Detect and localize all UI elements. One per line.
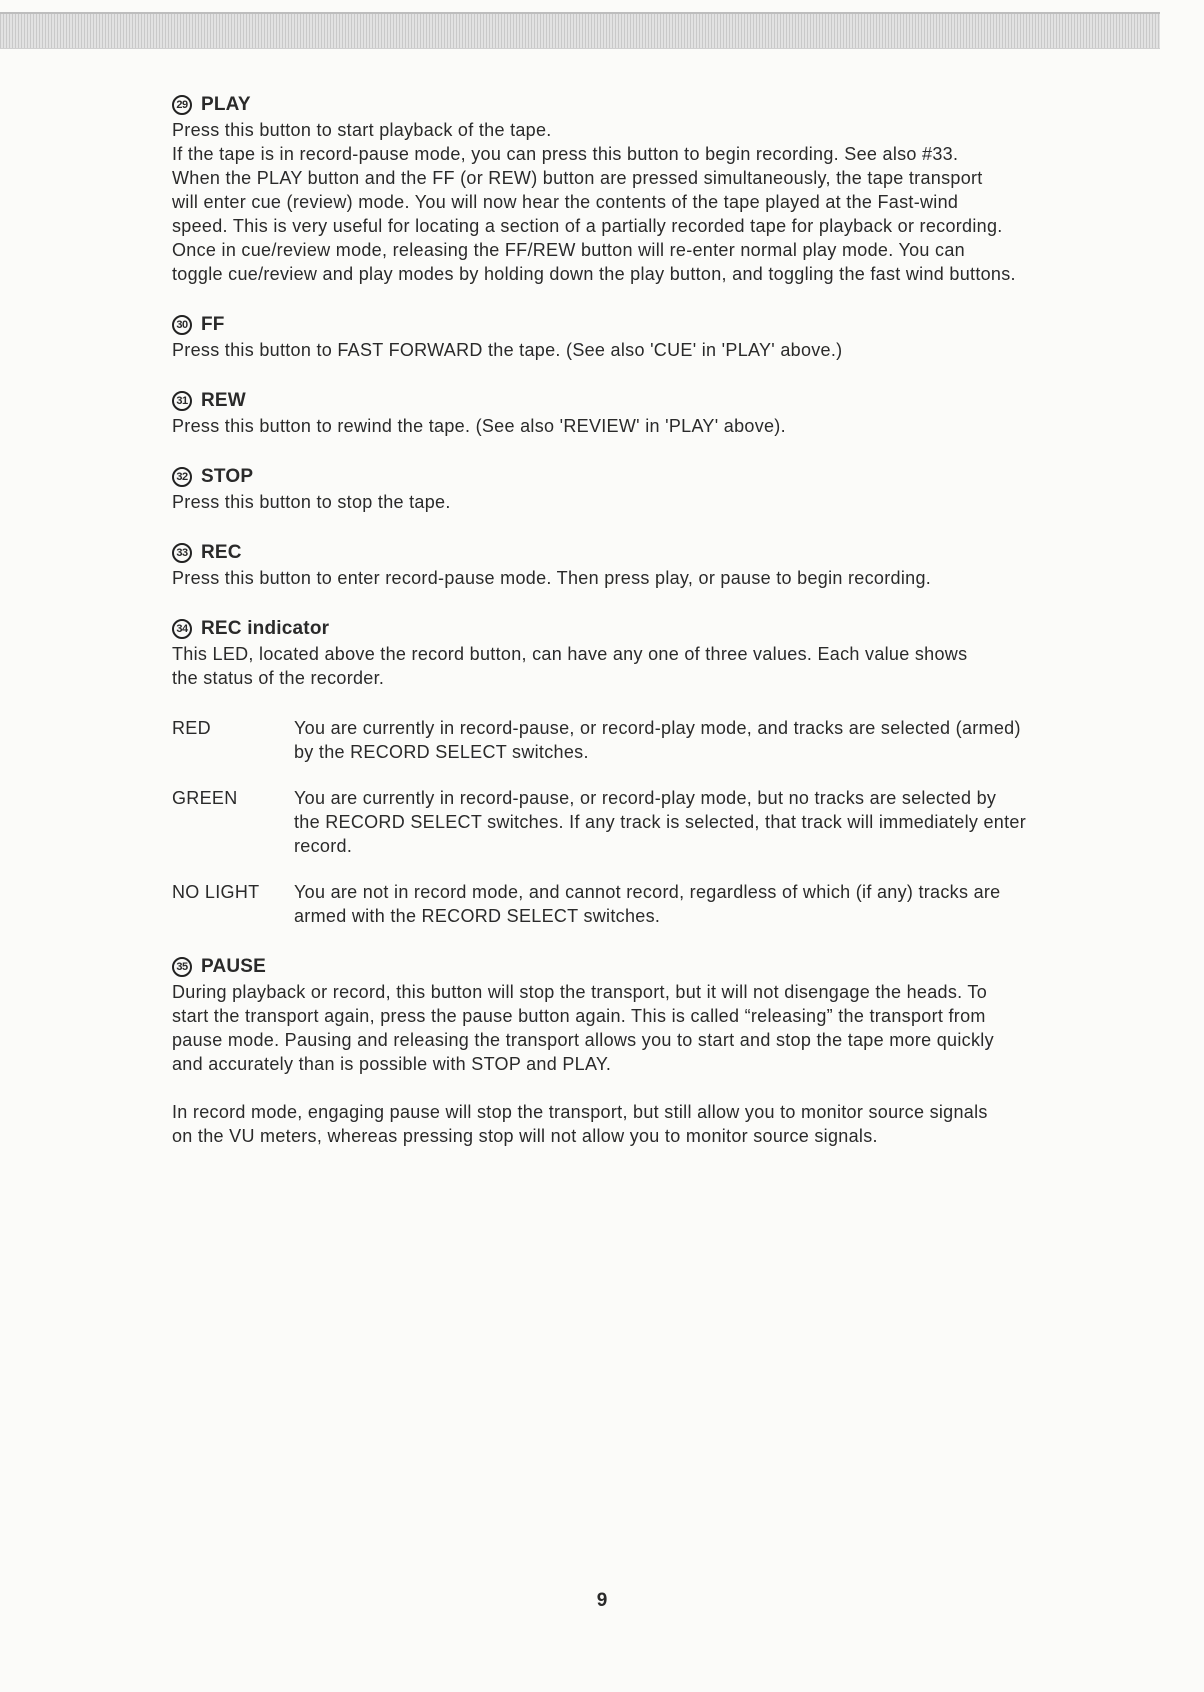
indicator-row-green xyxy=(172,786,1102,858)
section-heading xyxy=(172,464,1102,490)
indicator-label: NO LIGHT xyxy=(172,882,260,902)
body-line: This LED, located above the record button, can have any one of three values. Each value shows xyxy=(172,644,968,664)
body-line: and accurately than is possible with STOP and PLAY. xyxy=(172,1054,612,1074)
body-line: pause mode. Pausing and releasing the transport allows you to start and stop the tape more quickly xyxy=(172,1030,994,1050)
page-number: 9 xyxy=(596,1590,608,1611)
body-line: the RECORD SELECT switches. If any track is selected, that track will immediately enter xyxy=(294,812,1027,832)
indicator-description xyxy=(294,880,1102,928)
section-title: STOP xyxy=(201,466,254,487)
indicator-list xyxy=(172,716,1102,928)
indicator-row-no-light xyxy=(172,880,1102,928)
item-number-badge: 30 xyxy=(172,315,192,335)
body-line: Press this button to start playback of the tape. xyxy=(172,120,552,140)
indicator-label: RED xyxy=(172,718,211,738)
body-line: by the RECORD SELECT switches. xyxy=(294,742,589,762)
section-title: REW xyxy=(201,390,246,411)
section-title: PLAY xyxy=(201,94,251,115)
section-rec xyxy=(172,540,1102,590)
body-line: start the transport again, press the pause button again. This is called “releasing” the transport from xyxy=(172,1006,986,1026)
item-number-badge: 34 xyxy=(172,619,192,639)
indicator-description xyxy=(294,716,1102,764)
body-line: will enter cue (review) mode. You will now hear the contents of the tape played at the Fast-wind xyxy=(172,192,959,212)
body-line: When the PLAY button and the FF (or REW) button are pressed simultaneously, the tape transport xyxy=(172,168,983,188)
body-line: on the VU meters, whereas pressing stop will not allow you to monitor source signals. xyxy=(172,1126,878,1146)
section-rew xyxy=(172,388,1102,438)
section-play xyxy=(172,92,1102,286)
item-number-badge: 33 xyxy=(172,543,192,563)
body-line: During playback or record, this button will stop the transport, but it will not disengage the heads. To xyxy=(172,982,988,1002)
section-heading xyxy=(172,92,1102,118)
section-rec-indicator xyxy=(172,616,1102,928)
section-pause xyxy=(172,954,1102,1148)
section-title: FF xyxy=(201,314,225,335)
scan-header-band xyxy=(0,12,1160,49)
section-heading xyxy=(172,312,1102,338)
item-number-badge: 31 xyxy=(172,391,192,411)
indicator-row-red xyxy=(172,716,1102,764)
section-title: REC xyxy=(201,542,242,563)
body-line: speed. This is very useful for locating a section of a partially recorded tape for playback or recording. xyxy=(172,216,1003,236)
body-line: Press this button to enter record-pause mode. Then press play, or pause to begin recording. xyxy=(172,568,932,588)
body-line: armed with the RECORD SELECT switches. xyxy=(294,906,661,926)
body-line: Press this button to FAST FORWARD the tape. (See also 'CUE' in 'PLAY' above.) xyxy=(172,340,843,360)
section-title: PAUSE xyxy=(201,956,267,977)
section-heading xyxy=(172,388,1102,414)
section-heading xyxy=(172,540,1102,566)
body-line: toggle cue/review and play modes by holding down the play button, and toggling the fast wind buttons. xyxy=(172,264,1016,284)
body-line: record. xyxy=(294,836,353,856)
manual-body xyxy=(172,92,1102,1148)
item-number-badge: 35 xyxy=(172,957,192,977)
body-line: Press this button to rewind the tape. (See also 'REVIEW' in 'PLAY' above). xyxy=(172,416,786,436)
body-line: the status of the recorder. xyxy=(172,668,385,688)
body-line: Press this button to stop the tape. xyxy=(172,492,451,512)
body-line: In record mode, engaging pause will stop the transport, but still allow you to monitor source signals xyxy=(172,1102,988,1122)
item-number-badge: 32 xyxy=(172,467,192,487)
item-number-badge: 29 xyxy=(172,95,192,115)
body-line: You are not in record mode, and cannot record, regardless of which (if any) tracks are xyxy=(294,882,1001,902)
section-title: REC indicator xyxy=(201,618,330,639)
section-stop xyxy=(172,464,1102,514)
indicator-label: GREEN xyxy=(172,788,238,808)
indicator-description xyxy=(294,786,1102,858)
body-line: You are currently in record-pause, or record-play mode, but no tracks are selected by xyxy=(294,788,997,808)
body-line: You are currently in record-pause, or record-play mode, and tracks are selected (armed) xyxy=(294,718,1021,738)
section-heading xyxy=(172,616,1102,642)
body-line: Once in cue/review mode, releasing the FF/REW button will re-enter normal play mode. You can xyxy=(172,240,965,260)
section-heading xyxy=(172,954,1102,980)
paragraph xyxy=(172,1100,1102,1148)
section-ff xyxy=(172,312,1102,362)
body-line: If the tape is in record-pause mode, you can press this button to begin recording. See also #33. xyxy=(172,144,959,164)
